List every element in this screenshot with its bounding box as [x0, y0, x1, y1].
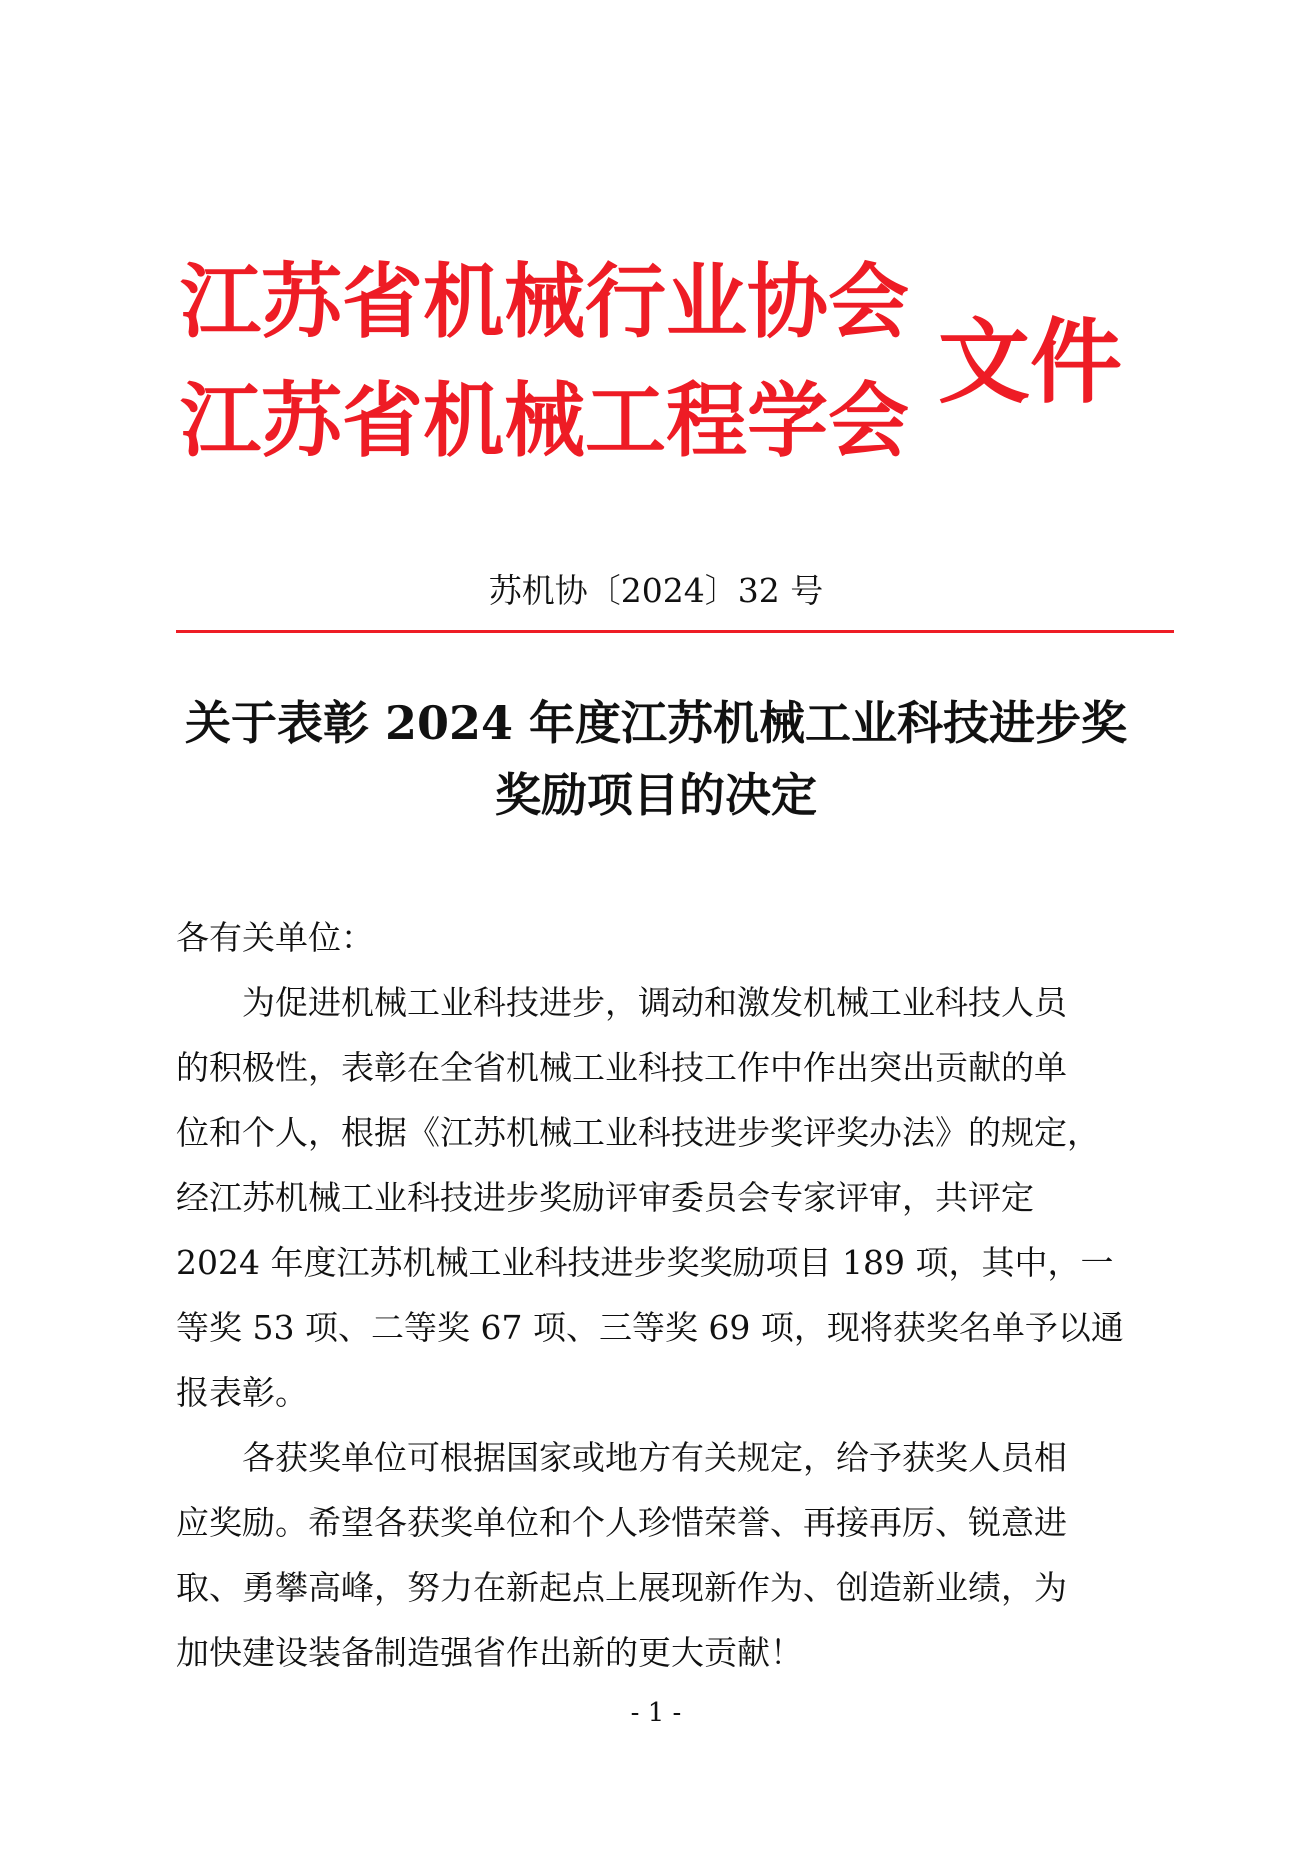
issuing-org-line-1: 江苏省机械行业协会 [180, 255, 910, 350]
page-number: - 1 - [630, 1698, 682, 1728]
paragraph-2 [176, 1425, 1136, 1685]
document-title-line-2: 奖励项目的决定 [495, 768, 817, 822]
paragraph-1-line: 报表彰。 [176, 1373, 308, 1412]
document-type-label: 文件 [938, 308, 1123, 416]
issuing-org-line-2: 江苏省机械工程学会 [180, 374, 910, 469]
paragraph-1-line: 经江苏机械工业科技进步奖励评审委员会专家评审，共评定 [176, 1178, 1034, 1217]
paragraph-1-line: 为促进机械工业科技进步，调动和激发机械工业科技人员 [176, 983, 1067, 1022]
paragraph-1-line: 的积极性，表彰在全省机械工业科技工作中作出突出贡献的单 [176, 1048, 1067, 1087]
paragraph-1-line: 等奖 53 项、二等奖 67 项、三等奖 69 项，现将获奖名单予以通 [176, 1308, 1124, 1347]
paragraph-1-line: 位和个人，根据《江苏机械工业科技进步奖评奖办法》的规定， [176, 1113, 1100, 1152]
document-title-line-1: 关于表彰 2024 年度江苏机械工业科技进步奖 [184, 696, 1128, 750]
paragraph-2-line: 应奖励。希望各获奖单位和个人珍惜荣誉、再接再厉、锐意进 [176, 1503, 1067, 1542]
paragraph-1-line: 2024 年度江苏机械工业科技进步奖奖励项目 189 项，其中，一 [176, 1243, 1114, 1282]
paragraph-2-line: 加快建设装备制造强省作出新的更大贡献！ [176, 1633, 803, 1672]
paragraph-1 [176, 970, 1136, 1425]
paragraph-2-line: 各获奖单位可根据国家或地方有关规定，给予获奖人员相 [176, 1438, 1067, 1477]
document-number: 苏机协〔2024〕32 号 [488, 571, 824, 610]
salutation: 各有关单位： [176, 918, 374, 957]
red-divider-line [176, 630, 1174, 633]
paragraph-2-line: 取、勇攀高峰，努力在新起点上展现新作为、创造新业绩，为 [176, 1568, 1067, 1607]
